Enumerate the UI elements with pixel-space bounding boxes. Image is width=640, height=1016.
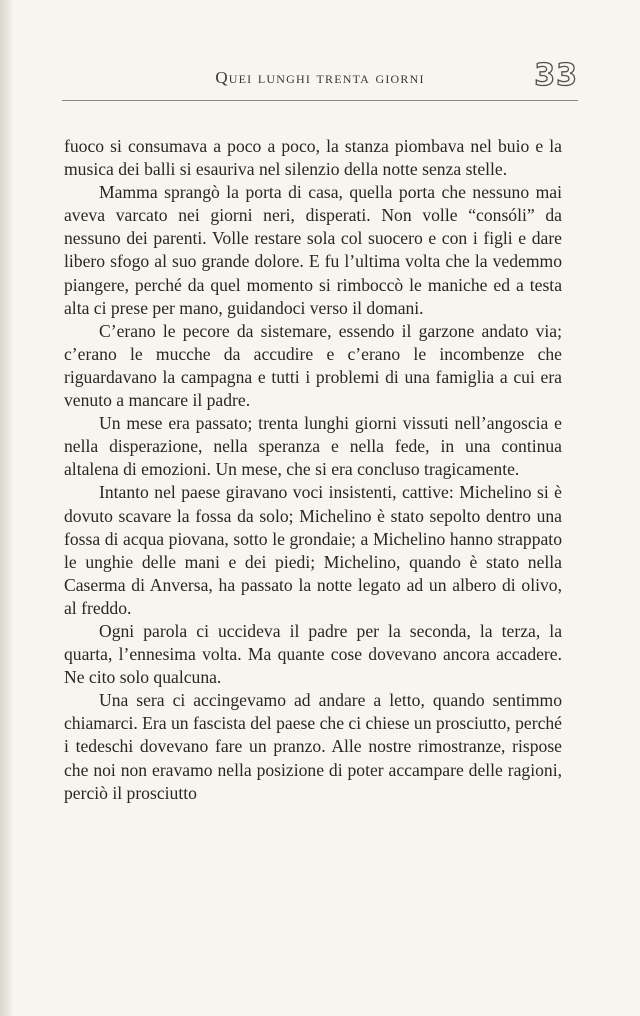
paragraph: Mamma sprangò la porta di casa, quella porta che nessuno mai aveva varcato nei giorni neri, disperati. Non volle “consóli” da nessuno dei parenti. Volle restare sola col suocero e con i figli e dare libero sfogo al suo grande dolore. E fu l’ultima volta che la vedemmo piangere, perché da quel momento si rimboccò le maniche ed a testa alta ci prese per mano, guidandoci verso il domani.: [64, 182, 562, 318]
paragraph: Un mese era passato; trenta lunghi giorni vissuti nell’angoscia e nella disperazione, nella speranza e nella fede, in una continua altalena di emozioni. Un mese, che si era concluso tragicamente.: [64, 413, 562, 480]
page-edge-shadow: [0, 0, 14, 1016]
body-text: [64, 135, 562, 805]
page-header: [62, 58, 578, 101]
paragraph: Ogni parola ci uccideva il padre per la seconda, la terza, la quarta, l’ennesima volta. Ma quante cose dovevano ancora accadere. Ne cito solo qualcuna.: [64, 620, 562, 688]
paragraph: Una sera ci accingevamo ad andare a letto, quando sentimmo chiamarci. Era un fascista del paese che ci chiese un prosciutto, perché i tedeschi dovevano fare un pranzo. Alle nostre rimostranze, rispose che noi non eravamo nella posizione di poter accampare delle ragioni, perciò il prosciutto: [64, 690, 562, 803]
paragraph: C’erano le pecore da sistemare, essendo il garzone andato via; c’erano le mucche da accudire e c’erano le incombenze che riguardavano la campagna e tutti i problemi di una famiglia a cui era venuto a mancare il padre.: [64, 320, 562, 411]
page-number: 33: [534, 58, 578, 93]
running-title: Quei lunghi trenta giorni: [215, 68, 425, 87]
paragraph: Intanto nel paese giravano voci insistenti, cattive: Michelino si è dovuto scavare la fossa da solo; Michelino è stato sepolto dentro una fossa di acqua piovana, sotto le grondaie; a Michelino hanno strappato le unghie delle mani e dei piedi; Michelino, quando è stato nella Caserma di Anversa, ha passato la notte legato ad un albero di olivo, al freddo.: [64, 482, 562, 618]
paragraph: fuoco si consumava a poco a poco, la stanza piombava nel buio e la musica dei balli si esauriva nel silenzio della notte senza stelle.: [64, 136, 562, 180]
